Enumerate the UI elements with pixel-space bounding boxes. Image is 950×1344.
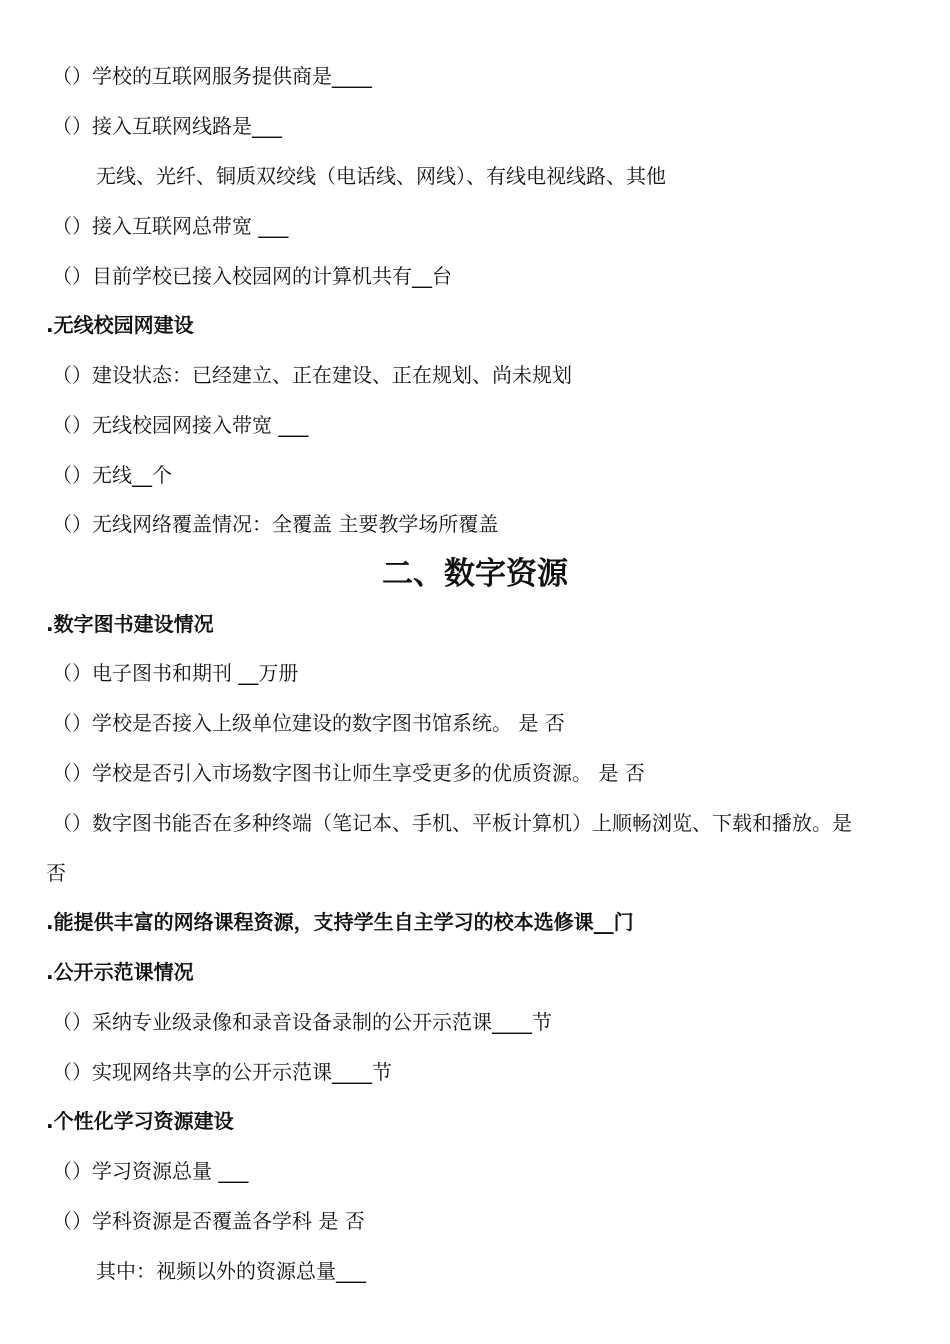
question-market-library: （）学校是否引入市场数字图书让师生享受更多的优质资源。 是 否 xyxy=(52,761,645,785)
question-shared-lessons: （）实现网络共享的公开示范课____节 xyxy=(52,1060,392,1084)
line-type-options: 无线、光纤、铜质双绞线（电话线、网线）、有线电视线路、其他 xyxy=(96,164,666,188)
question-wireless-bandwidth: （）无线校园网接入带宽 ___ xyxy=(52,413,309,437)
question-multi-terminal-wrap: 否 xyxy=(46,861,66,885)
section-wireless-campus: .无线校园网建设 xyxy=(46,313,194,337)
question-non-video-resources: 其中：视频以外的资源总量___ xyxy=(96,1259,366,1283)
question-recorded-lessons: （）采纳专业级录像和录音设备录制的公开示范课____节 xyxy=(52,1010,552,1034)
section-personalized-resources: .个性化学习资源建设 xyxy=(46,1109,234,1133)
question-ebooks: （）电子图书和期刊 __万册 xyxy=(52,661,299,685)
question-line-type: （）接入互联网线路是___ xyxy=(52,114,282,138)
question-wireless-coverage: （）无线网络覆盖情况：全覆盖 主要教学场所覆盖 xyxy=(52,512,499,536)
question-subject-coverage: （）学科资源是否覆盖各学科 是 否 xyxy=(52,1209,365,1233)
question-build-status: （）建设状态：已经建立、正在建设、正在规划、尚未规划 xyxy=(52,363,572,387)
question-multi-terminal: （）数字图书能否在多种终端（笔记本、手机、平板计算机）上顺畅浏览、下载和播放。是 xyxy=(52,811,852,835)
question-computer-count: （）目前学校已接入校园网的计算机共有__台 xyxy=(52,264,452,288)
section-digital-library: .数字图书建设情况 xyxy=(46,612,214,636)
question-total-resources: （）学习资源总量 ___ xyxy=(52,1159,249,1183)
question-wireless-count: （）无线__个 xyxy=(52,463,172,487)
section-demo-lessons: .公开示范课情况 xyxy=(46,960,194,984)
question-library-system: （）学校是否接入上级单位建设的数字图书馆系统。 是 否 xyxy=(52,711,565,735)
question-total-bandwidth: （）接入互联网总带宽 ___ xyxy=(52,214,289,238)
question-isp: （）学校的互联网服务提供商是____ xyxy=(52,64,372,88)
section-online-courses: .能提供丰富的网络课程资源，支持学生自主学习的校本选修课__门 xyxy=(46,910,634,934)
chapter-heading-digital-resources: 二、数字资源 xyxy=(382,556,568,592)
